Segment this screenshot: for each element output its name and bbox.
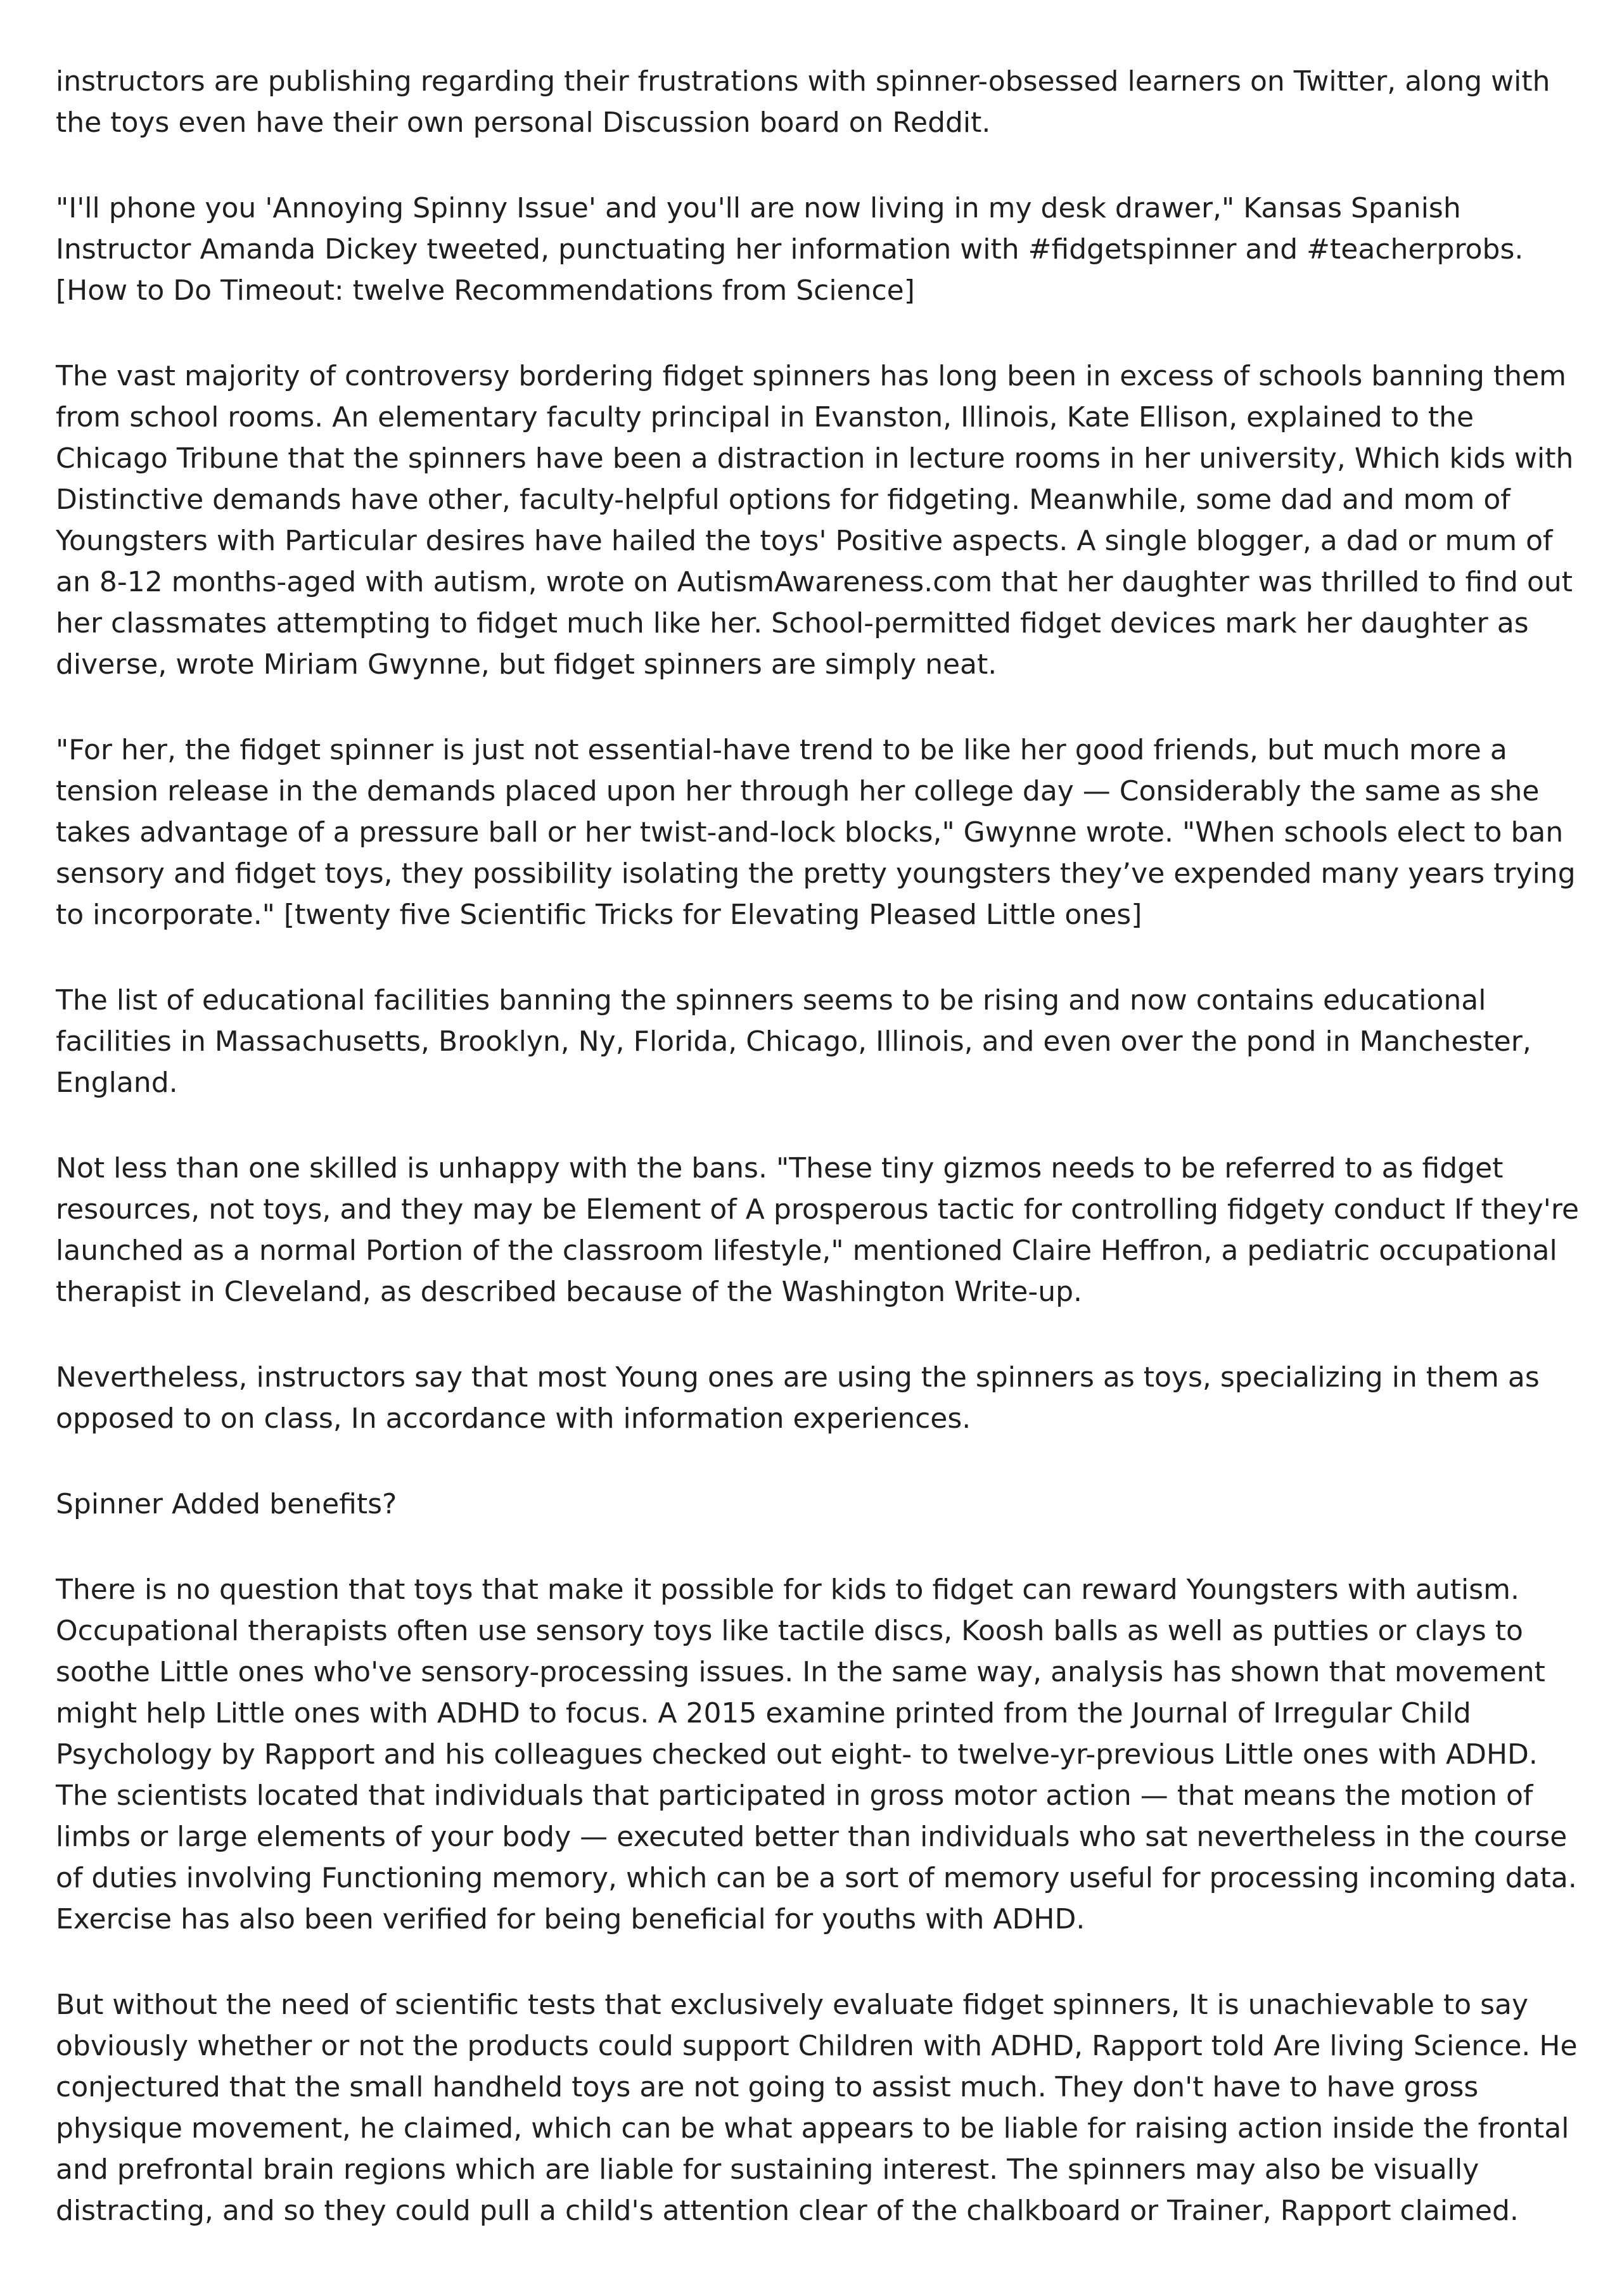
- paragraph-6: Not less than one skilled is unhappy with the bans. "These tiny gizmos needs to be referred to as fidget resources, not toys, and they may be Element of A prosperous tactic for controlling fidgety conduct If they're launched as a normal Portion of the classroom lifestyle," mentioned Claire Heffron, a pediatric occupational therapist in Cleveland, as described because of the Washington Write-up.: [56, 1152, 1580, 1308]
- paragraph-5: The list of educational facilities banning the spinners seems to be rising and now contains educational facilities in Massachusetts, Brooklyn, Ny, Florida, Chicago, Illinois, and even over the pond in Manchester, England.: [56, 984, 1531, 1099]
- section-heading: Spinner Added benefits?: [56, 1488, 397, 1520]
- paragraph-9: But without the need of scientific tests that exclusively evaluate fidget spinners, It is unachievable to say obviously whether or not the products could support Children with ADHD, Rapport told Are living Science. He conjectured that the small handheld toys are not going to assist much. They don't have to have gross physique movement, he claimed, which can be what appears to be liable for raising action inside the frontal and prefrontal brain regions which are liable for sustaining interest. The spinners may also be visually distracting, and so they could pull a child's attention clear of the chalkboard or Trainer, Rapport claimed.: [56, 1989, 1578, 2227]
- paragraph-2: "I'll phone you 'Annoying Spinny Issue' and you'll are now living in my desk drawer," Kansas Spanish Instructor Amanda Dickey tweeted, punctuating her information with #fidgetspinner and #teacherprobs. [How to Do Timeout: twelve Recommendations from Science]: [56, 192, 1524, 307]
- paragraph-7: Nevertheless, instructors say that most Young ones are using the spinners as toys, specializing in them as opposed to on class, In accordance with information experiences.: [56, 1361, 1540, 1435]
- paragraph-4: "For her, the fidget spinner is just not essential-have trend to be like her good friends, but much more a tension release in the demands placed upon her through her college day — Considerably the same as she takes advantage of a pressure ball or her twist-and-lock blocks," Gwynne wrote. "When schools elect to ban sensory and fidget toys, they possibility isolating the pretty youngsters they’ve expended many years trying to incorporate." [twenty five Scientific Tricks for Elevating Pleased Little ones]: [56, 734, 1576, 931]
- paragraph-1: instructors are publishing regarding their frustrations with spinner-obsessed learners on Twitter, along with the toys even have their own personal Discussion board on Reddit.: [56, 65, 1550, 139]
- paragraph-8: There is no question that toys that make it possible for kids to fidget can reward Youngsters with autism. Occupational therapists often use sensory toys like tactile discs, Koosh balls as well as putties or clays to soothe Little ones who've sensory-processing issues. In the same way, analysis has shown that movement might help Little ones with ADHD to focus. A 2015 examine printed from the Journal of Irregular Child Psychology by Rapport and his colleagues checked out eight- to twelve-yr-previous Little ones with ADHD. The scientists located that individuals that participated in gross motor action — that means the motion of limbs or large elements of your body — executed better than individuals who sat nevertheless in the course of duties involving Functioning memory, which can be a sort of memory useful for processing incoming data. Exercise has also been verified for being beneficial for youths with ADHD.: [56, 1574, 1577, 1935]
- paragraph-3: The vast majority of controversy bordering fidget spinners has long been in excess of schools banning them from school rooms. An elementary faculty principal in Evanston, Illinois, Kate Ellison, explained to the Chicago Tribune that the spinners have been a distraction in lecture rooms in her university, Which kids with Distinctive demands have other, faculty-helpful options for fidgeting. Meanwhile, some dad and mom of Youngsters with Particular desires have hailed the toys' Positive aspects. A single blogger, a dad or mum of an 8-12 months-aged with autism, wrote on AutismAwareness.com that her daughter was thrilled to find out her classmates attempting to fidget much like her. School-permitted fidget devices mark her daughter as diverse, wrote Miriam Gwynne, but fidget spinners are simply neat.: [56, 360, 1574, 681]
